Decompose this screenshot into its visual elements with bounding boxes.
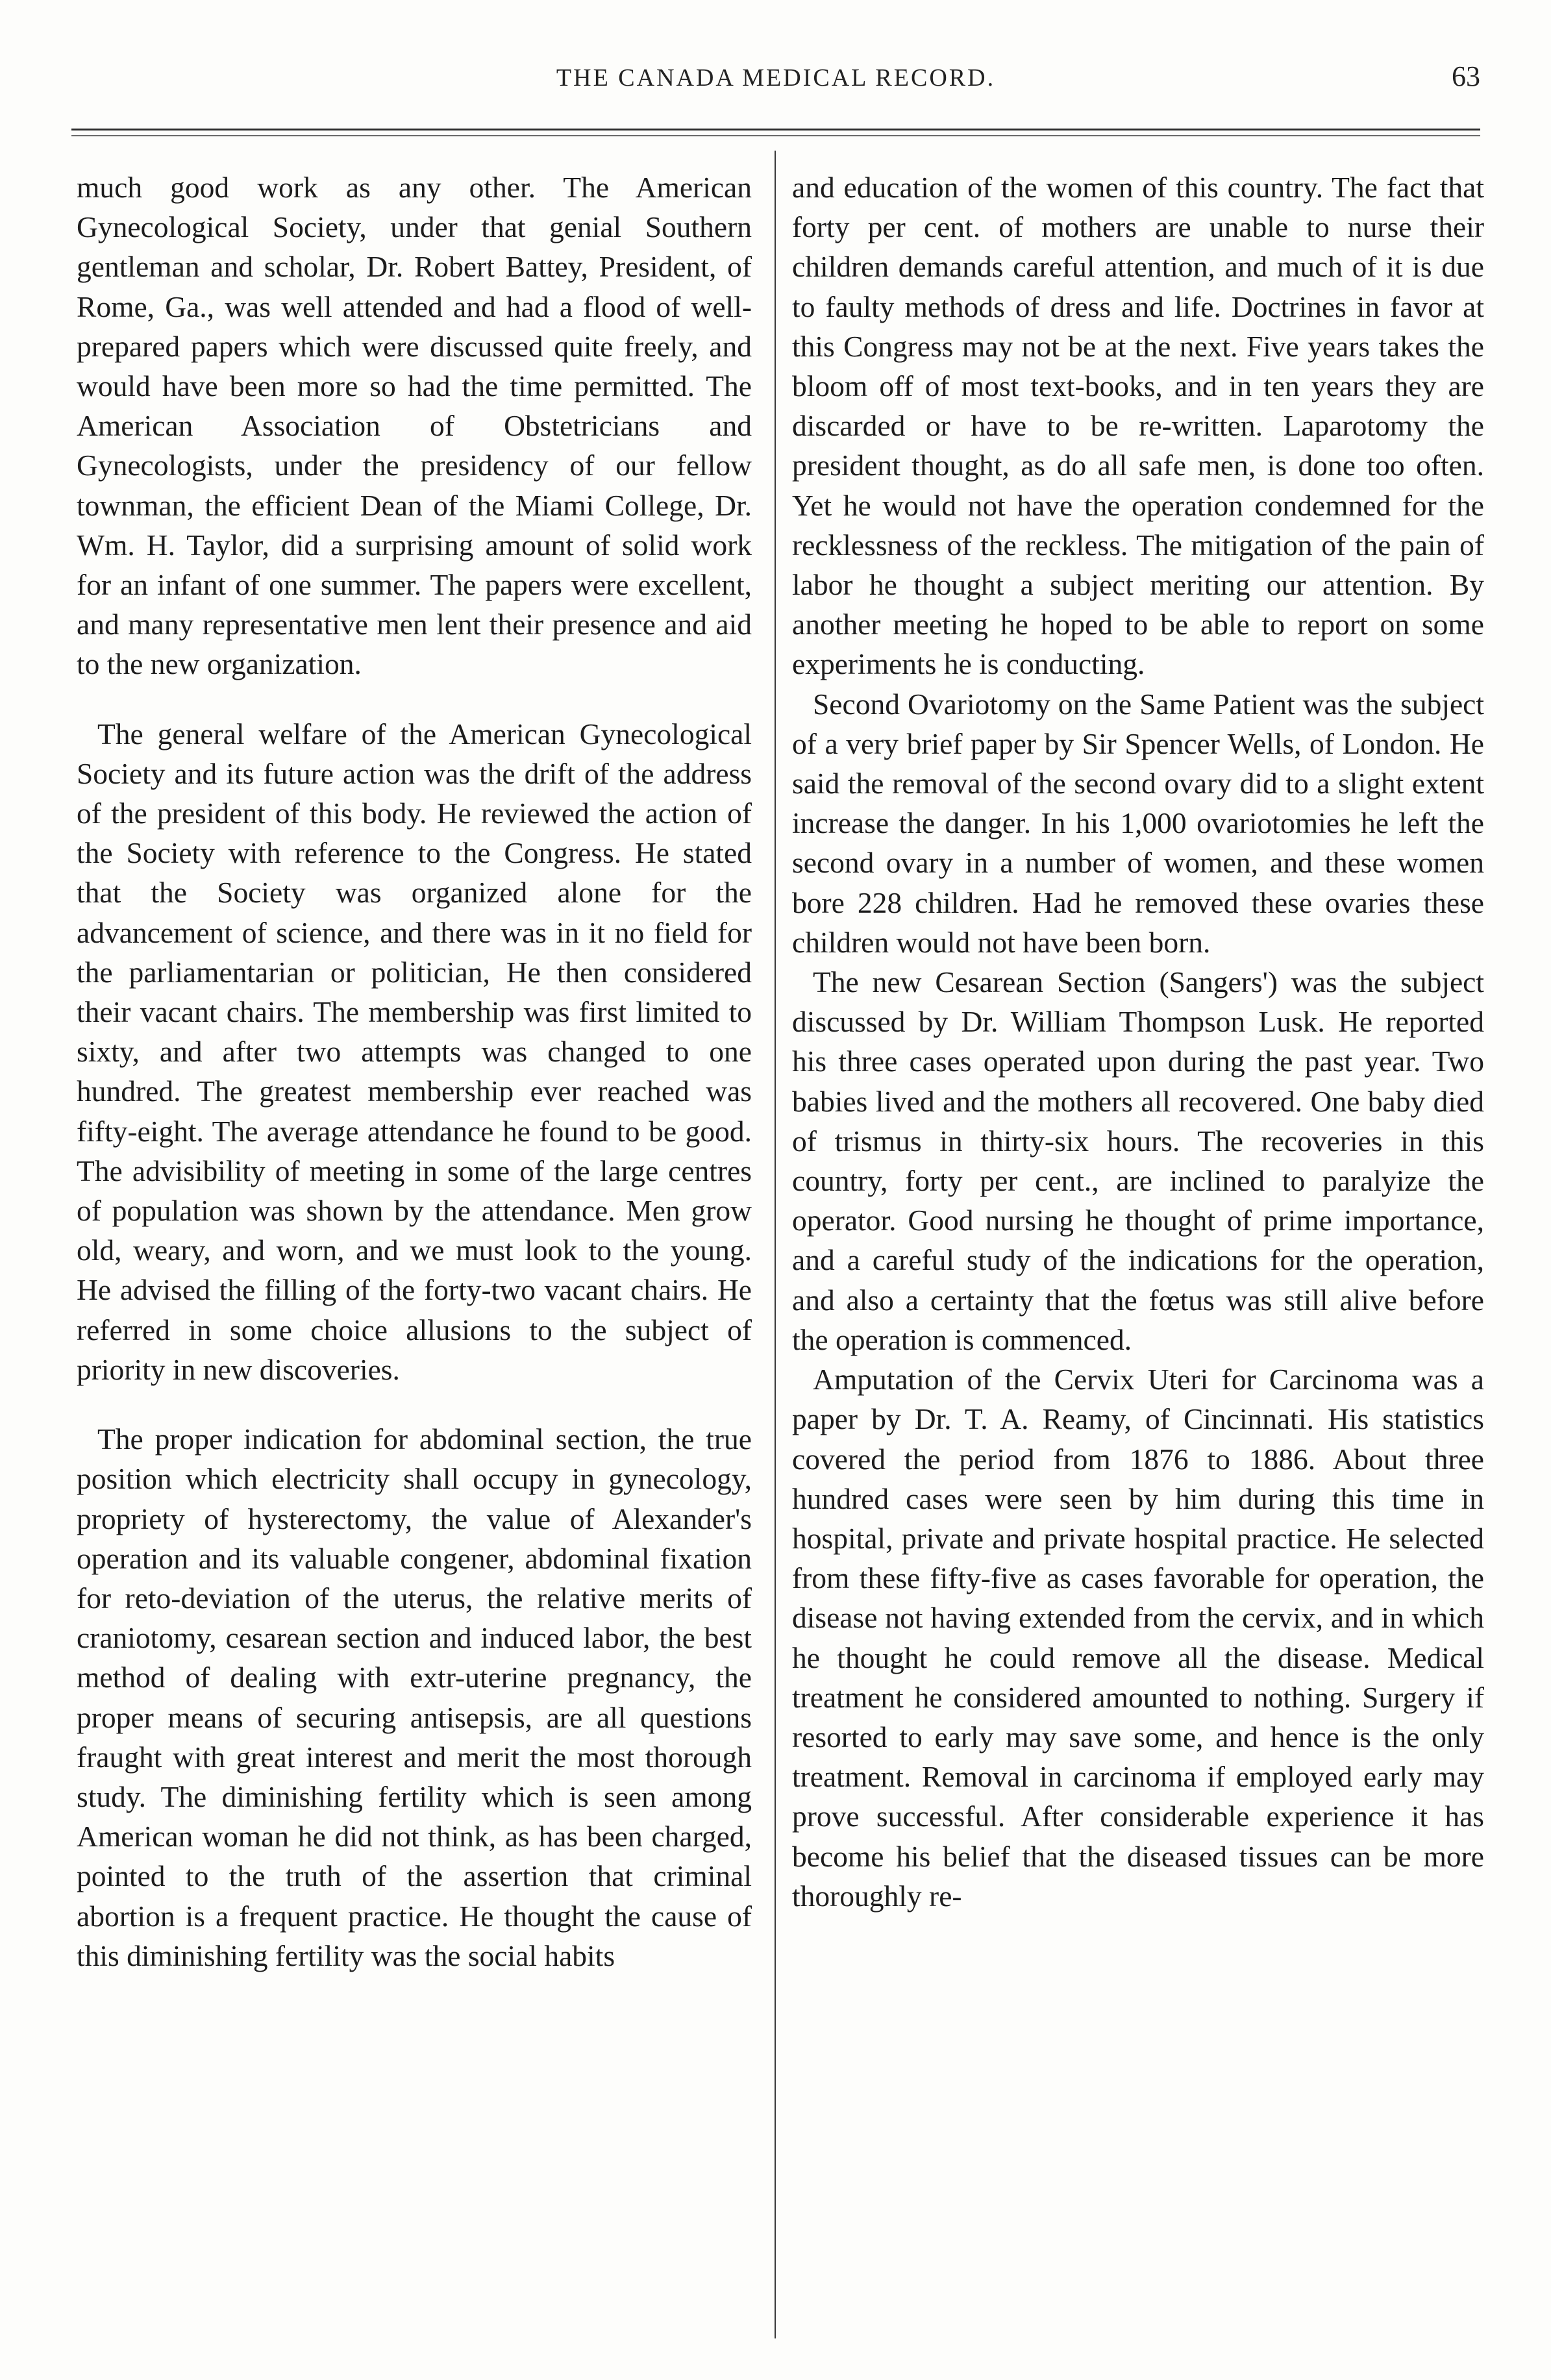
right-column (792, 167, 1484, 1916)
page-number: 63 (1452, 60, 1480, 92)
journal-title: THE CANADA MEDICAL RECORD. (556, 64, 996, 92)
paragraph: Second Ovariotomy on the Same Patient was the subject of a very brief paper by Sir Spencer Wells, of London. He said the removal of the second ovary did to a slight extent increase the danger. In his 1,000 ovariotomies he left the second ovary in a number of women, and these women bore 228 children. Had he removed these ovaries these children would not have been born. (792, 687, 1484, 959)
header-rule-secondary (71, 135, 1480, 136)
paragraph: The proper indication for abdominal section, the true position which electricity shall occupy in gynecology, propriety of hysterectomy, the value of Alexander's operation and its valuable congener, abdominal fixation for reto-deviation of the uterus, the relative merits of craniotomy, cesarean section and induced labor, the best method of dealing with extr-uterine pregnancy, the proper means of securing antisepsis, are all questions fraught with great interest and merit the most thorough study. The diminishing fertility which is seen among American woman he did not think, as has been charged, pointed to the truth of the assertion that criminal abortion is a frequent practice. He thought the cause of this diminishing fertility was the social habits (77, 1422, 752, 1972)
column-divider (775, 151, 776, 2338)
left-column (77, 167, 752, 1976)
paragraph: Amputation of the Cervix Uteri for Carcinoma was a paper by Dr. T. A. Reamy, of Cincinnati. His statistics covered the period from 1876 to 1886. About three hundred cases were seen by him during this time in hospital, private and private hospital practice. He selected from these fifty-five as cases favorable for operation, the disease not having extended from the cervix, and in which he thought he could remove all the disease. Medical treatment he considered amounted to nothing. Surgery if resorted to early may save some, and hence is the only treatment. Removal in carcinoma if employed early may prove successful. After considerable experience it has become his belief that the diseased tissues can be more thoroughly re- (792, 1363, 1484, 1913)
paragraph: The general welfare of the American Gynecological Society and its future action was the drift of the address of the president of this body. He reviewed the action of the Society with reference to the Congress. He stated that the Society was organized alone for the advancement of science, and there was in it no field for the parliamentarian or politician, He then considered their vacant chairs. The membership was first limited to sixty, and after two attempts was changed to one hundred. The greatest membership ever reached was fifty-eight. The average attendance he found to be good. The advisibility of meeting in some of the large centres of population was shown by the attendance. Men grow old, weary, and worn, and we must look to the young. He advised the filling of the forty-two vacant chairs. He referred in some choice allusions to the subject of priority in new discoveries. (77, 717, 752, 1386)
paragraph: and education of the women of this country. The fact that forty per cent. of mothers are unable to nurse their children demands careful attention, and much of it is due to faulty methods of dress and life. Doctrines in favor at this Congress may not be at the next. Five years takes the bloom off of most text-books, and in ten years they are discarded or have to be re-written. Laparotomy the president thought, as do all safe men, is done too often. Yet he would not have the operation condemned for the recklessness of the reckless. The mitigation of the pain of labor he thought a subject meriting our attention. By another meeting he hoped to be able to report on some experiments he is conducting. (792, 171, 1484, 681)
paragraph: much good work as any other. The American Gynecological Society, under that genial Southern gentleman and scholar, Dr. Robert Battey, President, of Rome, Ga., was well attended and had a flood of well-prepared papers which were discussed quite freely, and would have been more so had the time permitted. The American Association of Obstetricians and Gynecologists, under the presidency of our fellow townman, the efficient Dean of the Miami College, Dr. Wm. H. Taylor, did a surprising amount of solid work for an infant of one summer. The papers were excellent, and many representative men lent their presence and aid to the new organization. (77, 171, 752, 681)
paragraph: The new Cesarean Section (Sangers') was the subject discussed by Dr. William Thompson Lusk. He reported his three cases operated upon during the past year. Two babies lived and the mothers all recovered. One baby died of trismus in thirty-six hours. The recoveries in this country, forty per cent., are inclined to paralyize the operator. Good nursing he thought of prime importance, and a careful study of the indications for the operation, and also a certainty that the fœtus was still alive before the operation is commenced. (792, 965, 1484, 1356)
running-head (71, 60, 1480, 99)
header-rule (71, 129, 1480, 130)
